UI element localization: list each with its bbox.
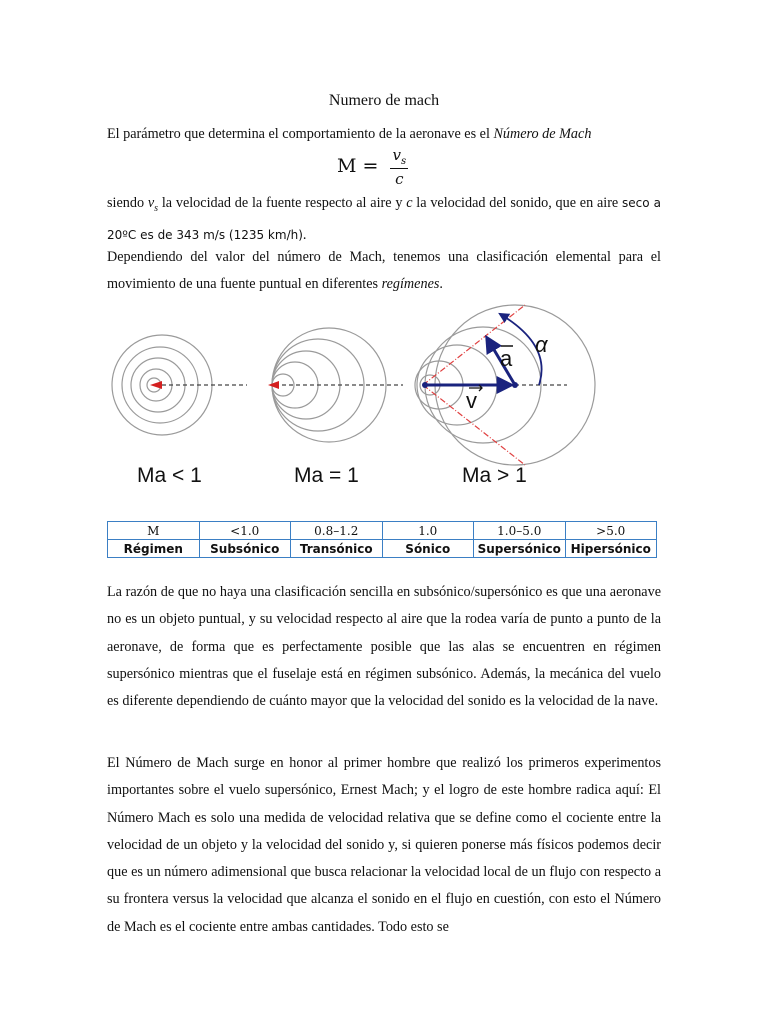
table-cell: Transónico bbox=[291, 540, 383, 558]
table-cell: Sónico bbox=[382, 540, 474, 558]
symbol-c: c bbox=[406, 195, 413, 211]
table-cell: 1.0 bbox=[382, 522, 474, 540]
vector-v-label: v bbox=[466, 388, 477, 413]
symbol-vs: $v_s$ bbox=[147, 195, 159, 214]
formula-denominator: c bbox=[395, 170, 404, 188]
formula-fraction bbox=[390, 146, 408, 188]
source-marker bbox=[150, 381, 162, 389]
table-cell: Subsónico bbox=[199, 540, 291, 558]
label-supersonic: Ma > 1 bbox=[462, 464, 527, 487]
mach-formula bbox=[337, 146, 408, 188]
history-paragraph: El Número de Mach surge en honor al primer hombre que realizó los primeros experimentos importantes sobre el vuelo supersónico, Ernest Mach; y el logro de este hombre radica aquí: El Número Mach es solo una medida de velocidad relativa que se define como el cociente entre la velocidad de un objeto y la velocidad del sonido y, si quieren ponerse más físicos podemos decir que es un número adimensional que busca relacionar la velocidad local de un flujo con respecto a su frontera versus la velocidad que alcanza el sonido en el flujo en cuestión, con esto el Número de Mach es el cociente entre ambas cantidades. Todo esto se bbox=[107, 755, 661, 935]
label-subsonic: Ma < 1 bbox=[137, 464, 202, 487]
table-row bbox=[108, 540, 657, 558]
intro-paragraph bbox=[107, 121, 661, 148]
label-sonic: Ma = 1 bbox=[294, 464, 359, 487]
table-cell: Supersónico bbox=[474, 540, 566, 558]
page-title: Numero de mach bbox=[328, 92, 440, 109]
source-marker bbox=[268, 381, 279, 389]
speed-of-sound-value: seco a 20ºC es de 343 m/s (1235 km/h) bbox=[107, 196, 661, 243]
table-cell: <1.0 bbox=[199, 522, 291, 540]
supersonic-wave-group bbox=[415, 305, 595, 465]
table-cell: >5.0 bbox=[565, 522, 657, 540]
regimes-emphasis: regímenes bbox=[381, 276, 440, 293]
vector-a-label: a bbox=[500, 346, 513, 371]
definition-paragraph: siendo $v_s$ la velocidad de la fuente respecto al aire y c la velocidad del sonido, que en aire seco a 20ºC es de 343 m/s (1235 km/h). bbox=[107, 195, 661, 244]
alpha-label: α bbox=[535, 332, 548, 357]
formula-numerator: $v_s$ bbox=[392, 146, 407, 167]
origin-dot bbox=[422, 382, 428, 388]
table-row bbox=[108, 522, 657, 540]
current-position-dot bbox=[512, 382, 518, 388]
intro-emphasis: Número de Mach bbox=[493, 126, 592, 142]
table-cell: 0.8–1.2 bbox=[291, 522, 383, 540]
table-cell: 1.0–5.0 bbox=[474, 522, 566, 540]
subsonic-wave-group bbox=[112, 335, 247, 435]
classification-paragraph: Dependiendo del valor del número de Mach, tenemos una clasificación elemental para el movimiento de una fuente puntual en diferentes regímenes. bbox=[107, 249, 661, 293]
mach-regimes-diagram bbox=[107, 300, 687, 500]
table-cell: M bbox=[108, 522, 200, 540]
sonic-wave-group bbox=[268, 328, 403, 442]
formula-lhs: M = bbox=[337, 155, 379, 177]
table-cell: Régimen bbox=[108, 540, 200, 558]
explanation-paragraph: La razón de que no haya una clasificación sencilla en subsónico/supersónico es que una aeronave no es un objeto puntual, y su velocidad respecto al aire que la rodea varía de punto a punto de la aeronave, de forma que es perfectamente posible que las alas se encuentren en régimen supersónico mientras que el fuselaje está en régimen subsónico. Además, la mecánica del vuelo es diferente dependiendo de cuánto mayor que la velocidad del sonido es la velocidad de la nave. bbox=[107, 584, 661, 710]
table-cell: Hipersónico bbox=[565, 540, 657, 558]
mach-regime-table bbox=[107, 521, 657, 558]
intro-text: El parámetro que determina el comportamiento de la aeronave es el bbox=[107, 126, 494, 142]
